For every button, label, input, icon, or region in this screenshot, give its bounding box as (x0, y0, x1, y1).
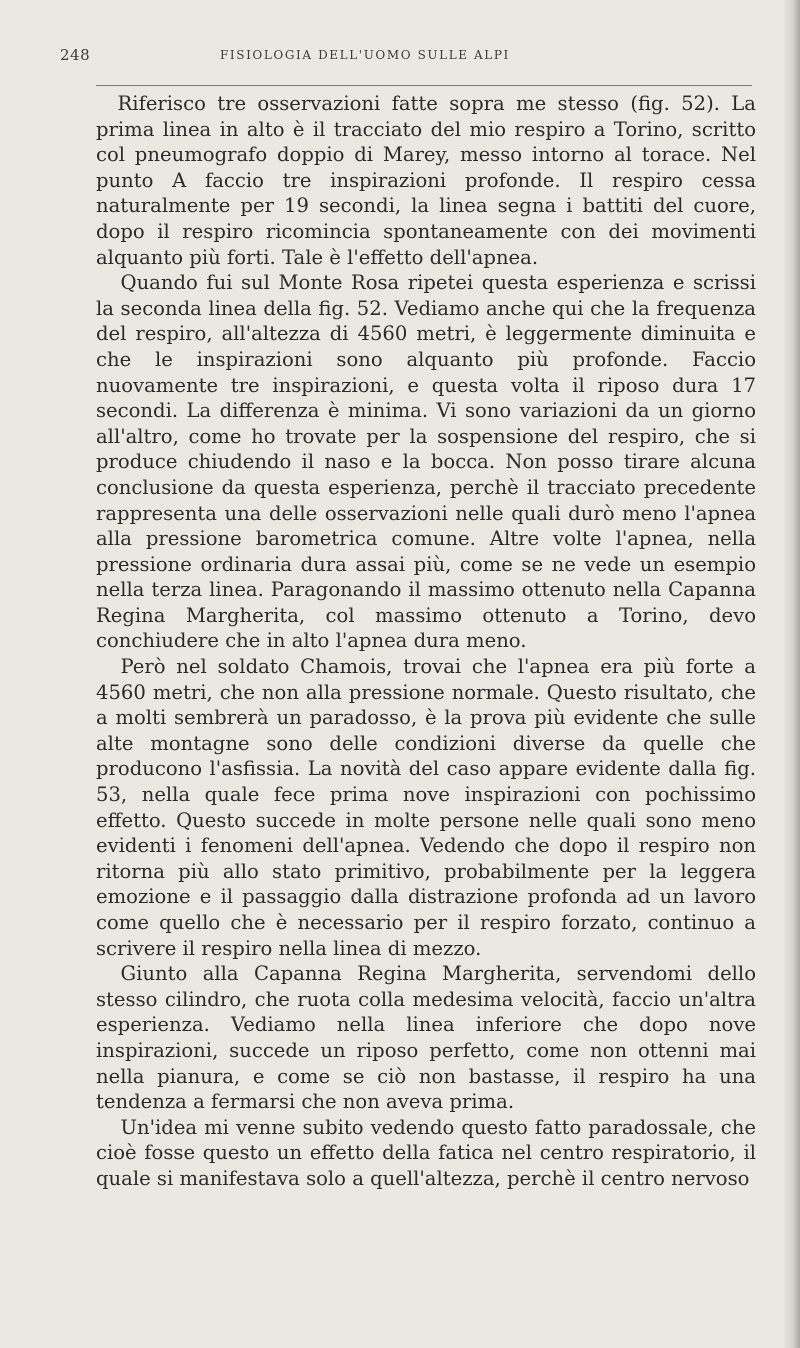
paragraph-3: Però nel soldato Chamois, trovai che l'apnea era più forte a 4560 metri, che non alla pressione normale. Questo risultato, che a molti sembrerà un paradosso, è la prova più evidente che sulle alte montagne sono delle condizioni diverse da quelle che producono l'asfissia. La novità del caso appare evidente dalla fig. 53, nella quale fece prima nove inspirazioni con pochissimo effetto. Questo succede in molte persone nelle quali sono meno evidenti i fenomeni dell'apnea. Vedendo che dopo il respiro non ritorna più allo stato primitivo, probabilmente per la leggera emozione e il passaggio dalla distrazione profonda ad un lavoro come quello che è necessario per il respiro forzato, continuo a scrivere il respiro nella linea di mezzo. (96, 655, 756, 960)
page-edge-shadow (784, 0, 800, 1348)
header-rule (96, 85, 752, 86)
paragraph-5: Un'idea mi venne subito vedendo questo fatto paradossale, che cioè fosse questo un effetto della fatica nel centro respiratorio, il quale si manifestava solo a quell'altezza, perchè il centro nervoso (96, 1115, 756, 1190)
paragraph-1: Riferisco tre osservazioni fatte sopra me stesso (fig. 52). La prima linea in alto è il tracciato del mio respiro a Torino, scritto col pneumografo doppio di Marey, messo intorno al torace. Nel punto A faccio tre inspirazioni profonde. Il respiro cessa naturalmente per 19 secondi, la linea segna i battiti del cuore, dopo il respiro ricomincia spontaneamente con dei movimenti alquanto più forti. Tale è l'effetto dell'apnea. (96, 92, 756, 269)
page-number: 248 (60, 46, 91, 64)
running-title: FISIOLOGIA DELL'UOMO SULLE ALPI (220, 48, 510, 62)
paragraph-2: Quando fui sul Monte Rosa ripetei questa esperienza e scrissi la seconda linea della fig. 52. Vediamo anche qui che la frequenza del respiro, all'altezza di 4560 metri, è leggermente diminuita e che le inspirazioni sono alquanto più profonde. Faccio nuovamente tre inspirazioni, e questa volta il riposo dura 17 secondi. La differenza è minima. Vi sono variazioni da un giorno all'altro, come ho trovate per la sospensione del respiro, che si produce chiudendo il naso e la bocca. Non posso tirare alcuna conclusione da questa esperienza, perchè il tracciato precedente rappresenta una delle osservazioni nelle quali durò meno l'apnea alla pressione barometrica comune. Altre volte l'apnea, nella pressione ordinaria dura assai più, come se ne vede un esempio nella terza linea. Paragonando il massimo ottenuto nella Capanna Regina Margherita, col massimo ottenuto a Torino, devo conchiudere che in alto l'apnea dura meno. (96, 271, 756, 653)
paragraph-4: Giunto alla Capanna Regina Margherita, servendomi dello stesso cilindro, che ruota colla medesima velocità, faccio un'altra esperienza. Vediamo nella linea inferiore che dopo nove inspirazioni, succede un riposo perfetto, come non ottenni mai nella pianura, e come se ciò non bastasse, il respiro ha una tendenza a fermarsi che non aveva prima. (96, 962, 756, 1114)
body-text (96, 91, 756, 1192)
page-header (60, 44, 740, 74)
